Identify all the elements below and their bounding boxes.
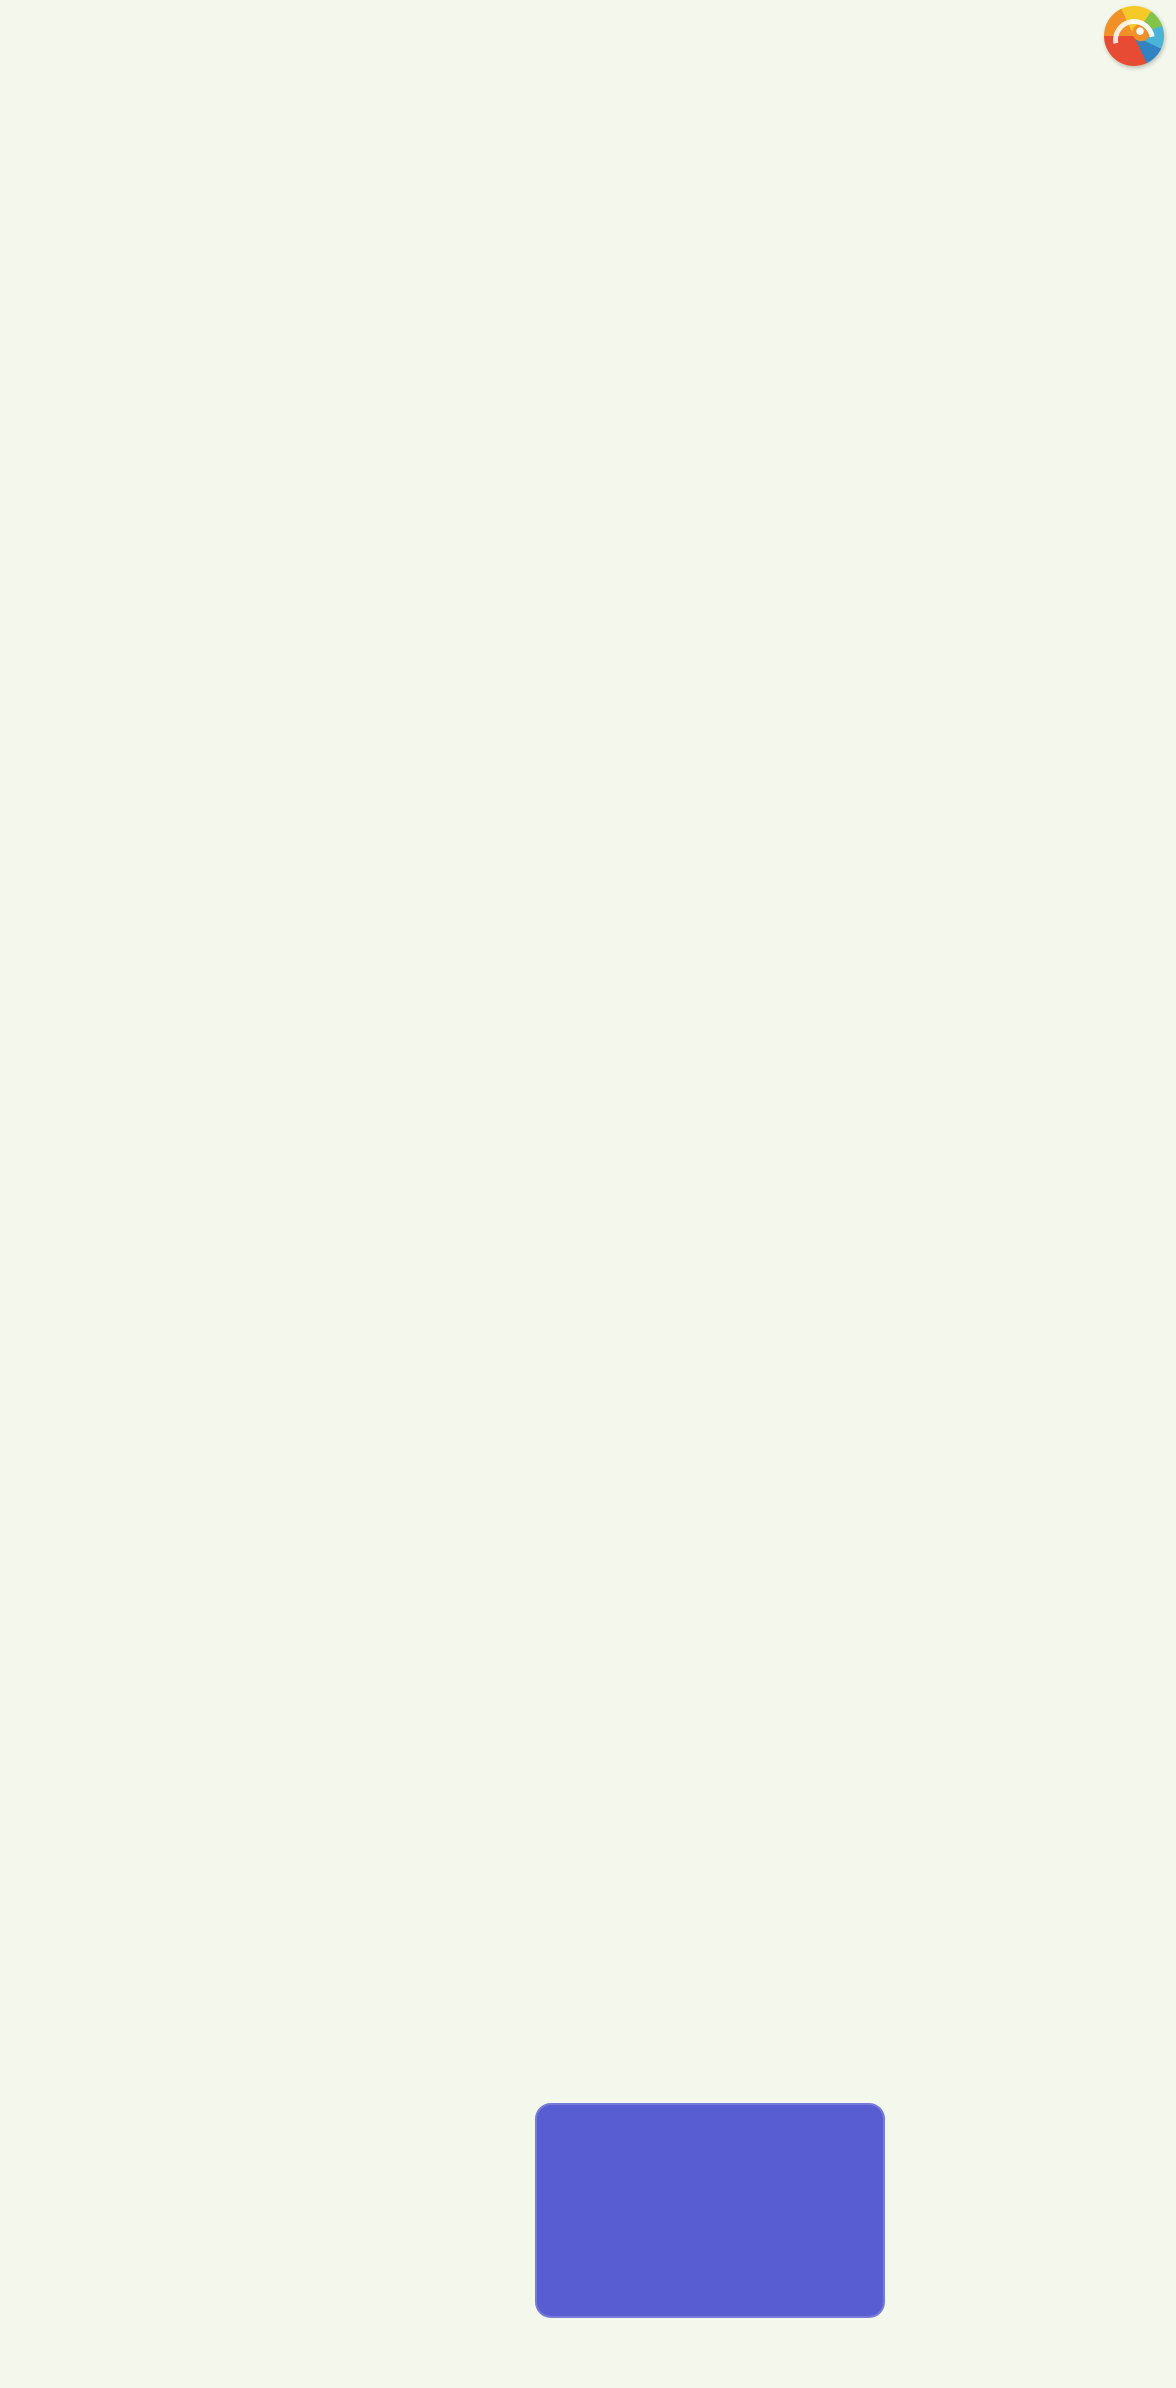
prediction-badge (535, 2103, 885, 2318)
swirl-logo-icon (1104, 6, 1164, 66)
site-logo[interactable] (1104, 6, 1172, 66)
